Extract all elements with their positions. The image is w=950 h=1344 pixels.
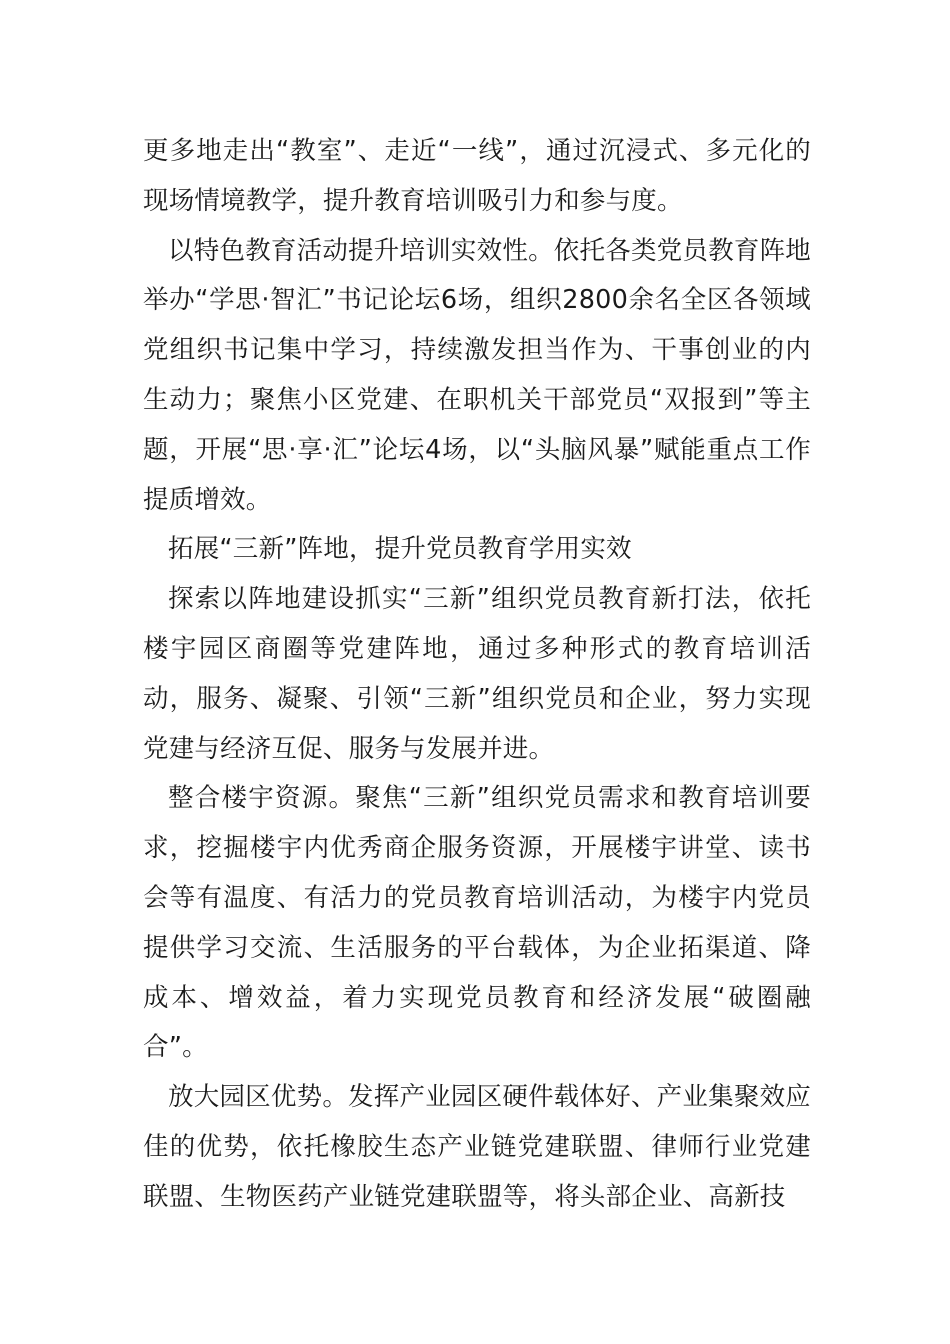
document-body [143, 127, 811, 1223]
paragraph-special-education-activities: 以特色教育活动提升培训实效性。依托各类党员教育阵地举办“学思·智汇”书记论坛6场，组织2800余名全区各领域党组织书记集中学习，持续激发担当作为、干事创业的内生动力；聚焦小区党建、在职机关干部党员“双报到”等主题，开展“思·享·汇”论坛4场，以“头脑风暴”赋能重点工作提质增效。 [143, 235, 811, 515]
paragraph-explore-position-building: 探索以阵地建设抓实“三新”组织党员教育新打法，依托楼宇园区商圈等党建阵地，通过多种形式的教育培训活动，服务、凝聚、引领“三新”组织党员和企业，努力实现党建与经济互促、服务与发展并进。 [143, 584, 811, 764]
paragraph-integrate-building-resources: 整合楼宇资源。聚焦“三新”组织党员需求和教育培训要求，挖掘楼宇内优秀商企服务资源，开展楼宇讲堂、读书会等有温度、有活力的党员教育培训活动，为楼宇内党员提供学习交流、生活服务的平台载体，为企业拓渠道、降成本、增效益，着力实现党员教育和经济发展“破圈融合”。 [143, 783, 811, 1063]
section-heading-three-new-positions: 拓展“三新”阵地，提升党员教育学用实效 [168, 534, 632, 565]
paragraph-continuation: 更多地走出“教室”、走近“一线”，通过沉浸式、多元化的现场情境教学，提升教育培训吸引力和参与度。 [143, 136, 811, 216]
paragraph-expand-park-advantages: 放大园区优势。发挥产业园区硬件载体好、产业集聚效应佳的优势，依托橡胶生态产业链党建联盟、律师行业党建联盟、生物医药产业链党建联盟等，将头部企业、高新技 [143, 1082, 811, 1212]
